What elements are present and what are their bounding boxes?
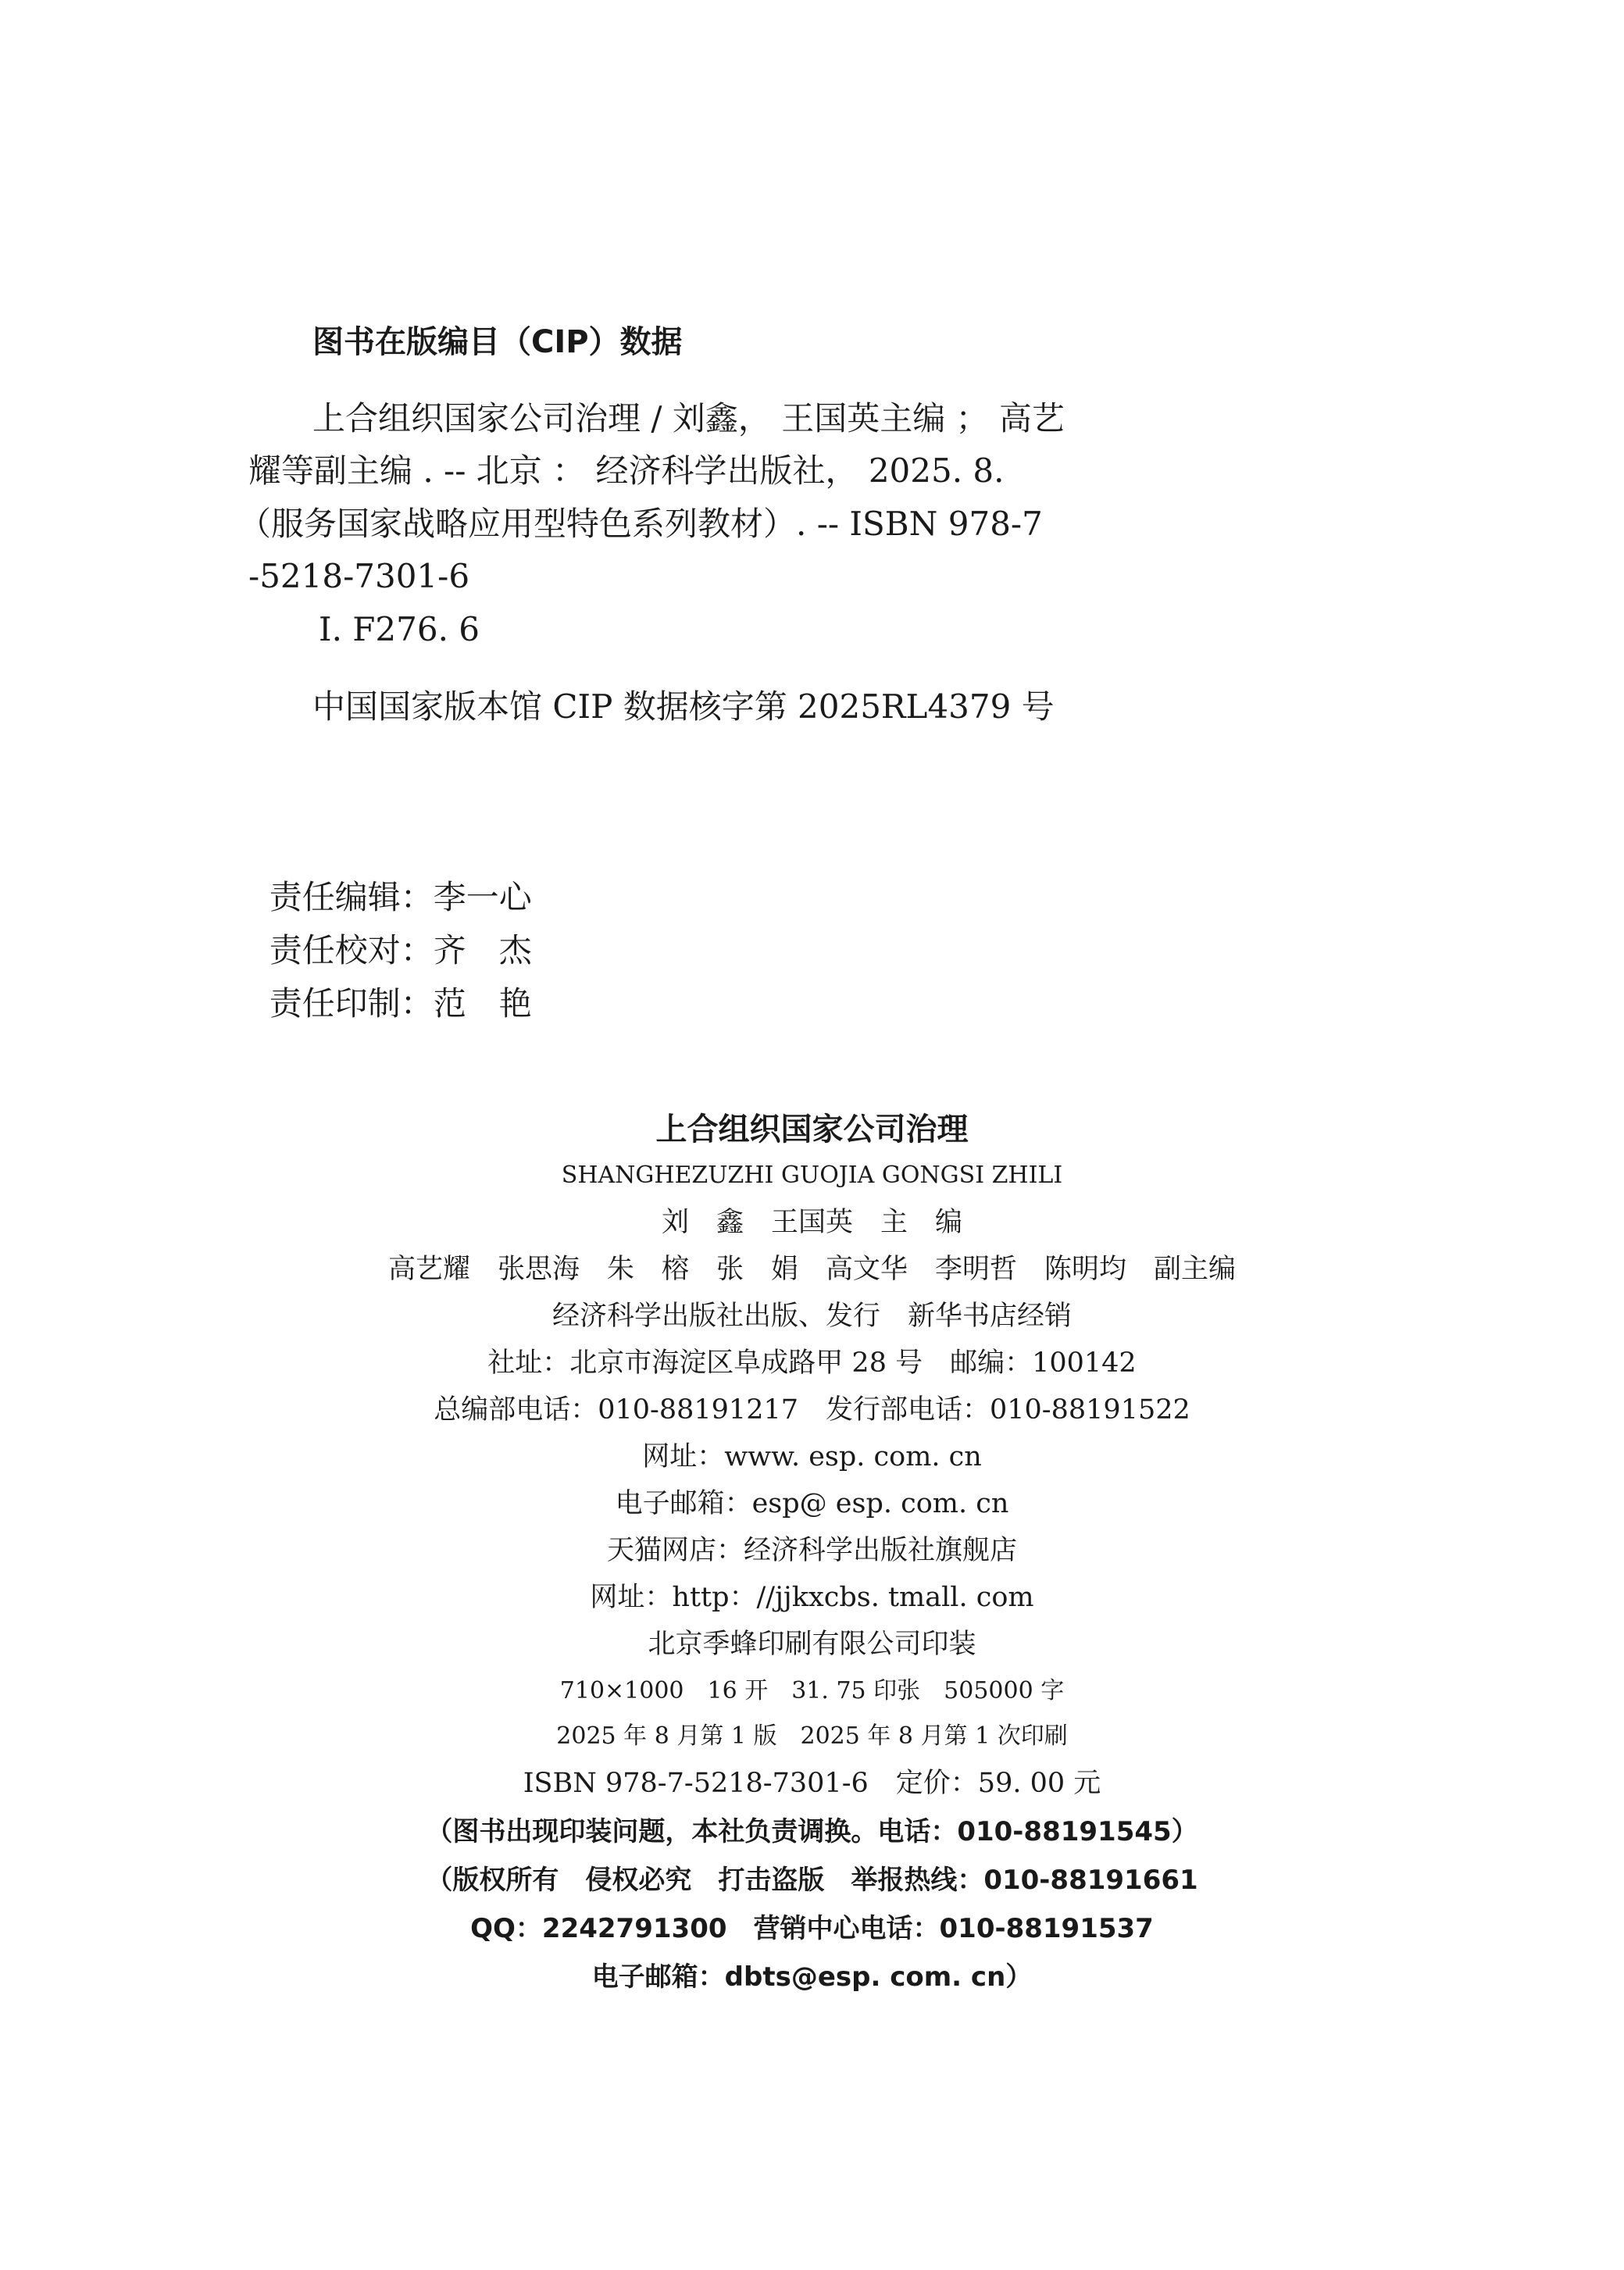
cip-heading: 图书在版编目（CIP）数据 — [312, 324, 683, 360]
staff-print-manager — [248, 955, 532, 1023]
colophon-isbn-price: ISBN 978-7-5218-7301-6 定价：59. 00 元 — [523, 1768, 1101, 1799]
colophon-edition: 2025 年 8 月第 1 版 2025 年 8 月第 1 次印刷 — [556, 1722, 1068, 1750]
cip-entry-line-2: 耀等副主编 . -- 北京 ： 经济科学出版社， 2025. 8. — [248, 452, 1005, 490]
cip-classification: Ⅰ. F276. 6 — [319, 610, 480, 648]
colophon-specs: 710×1000 16 开 31. 75 印张 505000 字 — [559, 1677, 1065, 1704]
staff-value: 齐 杰 — [433, 931, 532, 969]
colophon-tmall-store: 天猫网店：经济科学出版社旗舰店 — [606, 1535, 1017, 1566]
cip-verification-number: 中国国家版本馆 CIP 数据核字第 2025RL4379 号 — [312, 687, 1055, 726]
colophon-printer: 北京季蜂印刷有限公司印装 — [648, 1629, 976, 1660]
cip-entry-line-4: -5218-7301-6 — [248, 557, 470, 595]
colophon-publisher: 经济科学出版社出版、发行 新华书店经销 — [551, 1301, 1072, 1332]
staff-label: 责任编辑： — [269, 878, 434, 916]
colophon-associate-editors: 高艺耀 张思海 朱 榕 张 娟 高文华 李明哲 陈明均 副主编 — [387, 1254, 1236, 1285]
colophon-notice-email: 电子邮箱：dbts@esp. com. cn） — [591, 1961, 1033, 1993]
staff-label: 责任印制： — [269, 984, 434, 1023]
staff-label: 责任校对： — [269, 931, 434, 969]
cip-entry-line-3: （服务国家战略应用型特色系列教材）. -- ISBN 978-7 — [238, 505, 1043, 543]
colophon-notice-copyright: （版权所有 侵权必究 打击盗版 举报热线：010-88191661 — [426, 1865, 1198, 1896]
colophon-notice-qq: QQ：2242791300 营销中心电话：010-88191537 — [470, 1913, 1154, 1944]
colophon-notice-repair: （图书出现印装问题，本社负责调换。电话：010-88191545） — [426, 1816, 1198, 1847]
colophon-tmall-url: 网址：http：//jjkxcbs. tmall. com — [590, 1582, 1034, 1613]
colophon-pinyin: SHANGHEZUZHI GUOJIA GONGSI ZHILI — [561, 1162, 1063, 1189]
staff-value: 李一心 — [433, 878, 532, 916]
cip-entry-line-1: 上合组织国家公司治理 / 刘鑫， 王国英主编 ； 高艺 — [312, 399, 1065, 437]
colophon-phones: 总编部电话：010-88191217 发行部电话：010-88191522 — [434, 1394, 1190, 1426]
colophon-address: 社址：北京市海淀区阜成路甲 28 号 邮编：100142 — [487, 1347, 1137, 1379]
colophon-editors: 刘 鑫 王国英 主 编 — [661, 1207, 962, 1238]
colophon-website: 网址：www. esp. com. cn — [642, 1441, 982, 1472]
colophon-title: 上合组织国家公司治理 — [655, 1112, 969, 1147]
colophon-email: 电子邮箱：esp@ esp. com. cn — [615, 1488, 1009, 1519]
staff-value: 范 艳 — [433, 984, 532, 1023]
